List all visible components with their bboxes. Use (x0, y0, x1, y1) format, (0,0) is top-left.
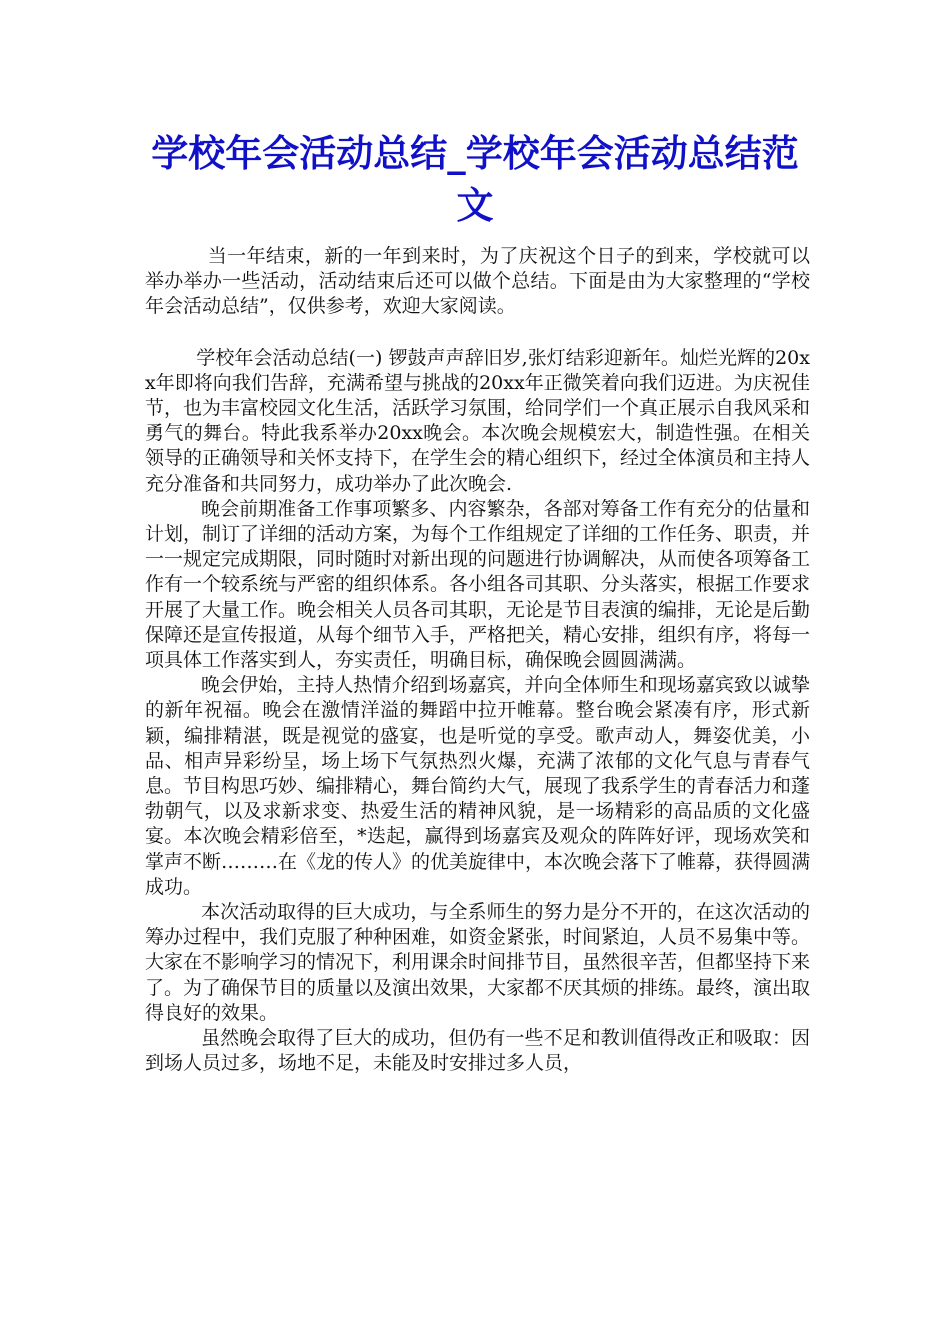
body-paragraph-5: 虽然晚会取得了巨大的成功，但仍有一些不足和教训值得改正和吸取：因到场人员过多，场地不足，未能及时安排过多人员， (145, 1027, 810, 1075)
intro-paragraph: 当一年结束，新的一年到来时，为了庆祝这个日子的到来，学校就可以举办举办一些活动，活动结束后还可以做个总结。下面是由为大家整理的“学校年会活动总结”，仅供参考，欢迎大家阅读。 (145, 245, 810, 318)
body-paragraph-4: 本次活动取得的巨大成功，与全系师生的努力是分不开的，在这次活动的筹办过程中，我们克服了种种困难，如资金紧张，时间紧迫，人员不易集中等。大家在不影响学习的情况下，利用课余时间排节目，虽然很辛苦，但都坚持下来了。为了确保节目的质量以及演出效果，大家都不厌其烦的排练。最终，演出取得良好的效果。 (145, 901, 811, 1024)
document-body (145, 244, 810, 1077)
document-title: 学校年会活动总结_学校年会活动总结范文 (151, 132, 799, 227)
body-paragraph-1: 学校年会活动总结(一) 锣鼓声声辞旧岁,张灯结彩迎新年。灿烂光辉的20xx年即将向我们告辞，充满希望与挑战的20xx年正微笑着向我们迈进。为庆祝佳节，也为丰富校园文化生活，活跃学习氛围，给同学们一个真正展示自我风采和勇气的舞台。特此我系举办20xx晚会。本次晚会规模宏大，制造性强。在相关领导的正确领导和关怀支持下，在学生会的精心组织下，经过全体演员和主持人充分准备和共同努力，成功举办了此次晚会. (145, 346, 811, 495)
body-paragraph-2: 晚会前期准备工作事项繁多、内容繁杂，各部对筹备工作有充分的估量和计划，制订了详细的活动方案，为每个工作组规定了详细的工作任务、职责，并一一规定完成期限，同时随时对新出现的问题进行协调解决，从而使各项筹备工作有一个较系统与严密的组织体系。各小组各司其职、分头落实，根据工作要求开展了大量工作。晚会相关人员各司其职，无论是节目表演的编排，无论是后勤保障还是宣传报道，从每个细节入手，严格把关，精心安排，组织有序，将每一项具体工作落实到人，夯实责任，明确目标，确保晚会圆圆满满。 (145, 497, 811, 672)
body-paragraph-3: 晚会伊始，主持人热情介绍到场嘉宾，并向全体师生和现场嘉宾致以诚挚的新年祝福。晚会在激情洋溢的舞蹈中拉开帷幕。整台晚会紧凑有序，形式新颖，编排精湛，既是视觉的盛宴，也是听觉的享受。歌声动人，舞姿优美，小品、相声异彩纷呈，场上场下气氛热烈火爆，充满了浓郁的文化气息与青春气息。节目构思巧妙、编排精心，舞台简约大气，展现了我系学生的青春活力和蓬勃朝气，以及求新求变、热爱生活的精神风貌，是一场精彩的高品质的文化盛宴。本次晚会精彩倍至，*迭起，赢得到场嘉宾及观众的阵阵好评，现场欢笑和掌声不断………在《龙的传人》的优美旋律中，本次晚会落下了帷幕，获得圆满成功。 (145, 674, 811, 898)
